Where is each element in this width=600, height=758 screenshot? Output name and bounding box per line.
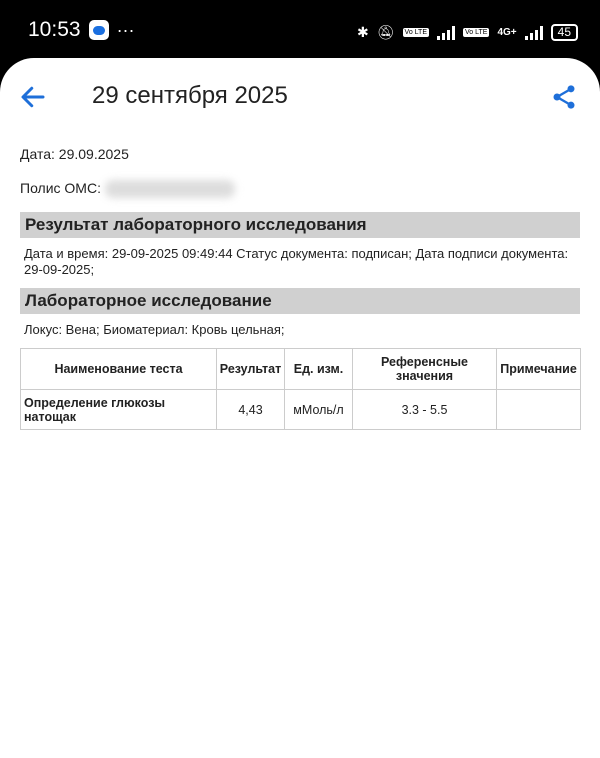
test-result: 4,43	[217, 390, 285, 430]
messages-app-icon	[89, 20, 109, 40]
test-name: Определение глюкозы натощак	[21, 390, 217, 430]
section-lab-result: Результат лабораторного исследования	[20, 212, 580, 238]
signal-icon	[437, 26, 455, 40]
col-unit: Ед. изм.	[285, 349, 353, 390]
app-bar	[0, 58, 600, 136]
locus-biomaterial: Локус: Вена; Биоматериал: Кровь цельная;	[24, 322, 285, 338]
volte-icon-2: Vo LTE	[465, 29, 488, 36]
document-date: Дата: 29.09.2025	[20, 146, 129, 162]
document-sheet	[0, 58, 600, 758]
more-notifications-icon: ···	[116, 19, 135, 40]
col-result: Результат	[217, 349, 285, 390]
col-reference: Референсные значения	[353, 349, 497, 390]
bell-muted-icon: 🔕︎	[376, 24, 395, 40]
table-header-row	[21, 349, 581, 390]
volte-icon: Vo LTE	[404, 29, 427, 36]
col-test-name: Наименование теста	[21, 349, 217, 390]
test-unit: мМоль/л	[285, 390, 353, 430]
policy-label: Полис ОМС:	[20, 180, 101, 196]
test-reference: 3.3 - 5.5	[353, 390, 497, 430]
document-meta: Дата и время: 29-09-2025 09:49:44 Статус документа: подписан; Дата подписи документа: 29-09-2025;	[24, 246, 569, 278]
results-table	[20, 348, 581, 430]
signal-icon-2	[525, 26, 543, 40]
section-lab-study: Лабораторное исследование	[20, 288, 580, 314]
share-icon[interactable]	[550, 82, 578, 112]
clock: 10:53	[28, 18, 81, 41]
table-row	[21, 390, 581, 430]
page-title: 29 сентября 2025	[92, 82, 288, 109]
col-note: Примечание	[497, 349, 581, 390]
policy-row	[20, 180, 580, 198]
battery-icon: 45	[551, 24, 578, 41]
policy-number-redacted	[105, 180, 235, 198]
back-arrow-icon[interactable]	[18, 82, 48, 112]
test-note	[497, 390, 581, 430]
status-bar	[0, 0, 600, 60]
bluetooth-icon: ✱	[357, 24, 369, 40]
network-type: 4G+	[497, 27, 517, 38]
